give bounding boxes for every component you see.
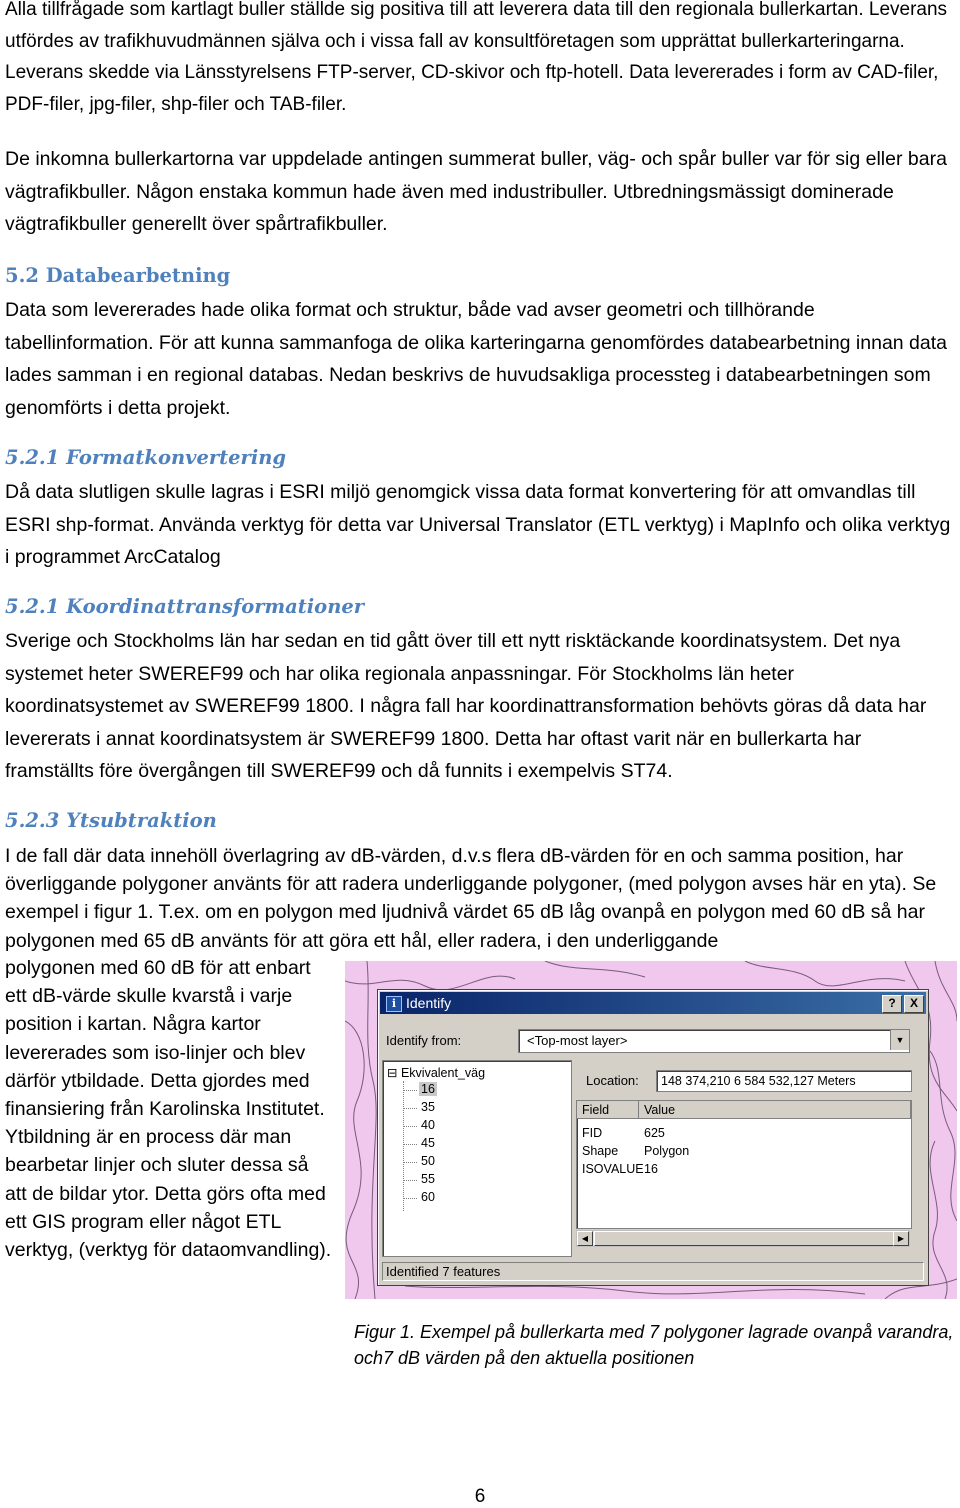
chevron-down-icon[interactable]: ▼ <box>890 1030 909 1050</box>
paragraph-noise-types: De inkomna bullerkartorna var uppdelade antingen summerat buller, väg- och spår buller var för sig eller bara vägtrafikbuller. Någon enstaka kommun hade även med industribuller. Utbredningsmässigt dominerade vägtrafikbuller generellt över spårtrafikbuller. <box>5 148 947 235</box>
identify-from-value: <Top-most layer> <box>527 1033 628 1048</box>
close-button[interactable]: X <box>904 995 924 1013</box>
section-body-surface-subtraction: I de fall där data innehöll överlagring av dB-värden, d.v.s flera dB-värden för en och samma position, har överliggande polygoner använts för att radera underliggande polygoner, (med polygon avses här en yta). Se exempel i figur 1. T.ex. om en polygon med ljudnivå värdet 65 dB låg ovanpå en polygon med 60 dB så har polygonen med 65 dB använts för att göra ett hål, eller radera, i den underliggande <box>5 845 937 952</box>
grid-cell-value: 625 <box>644 1126 665 1140</box>
grid-cell-field: ISOVALUE <box>582 1162 644 1176</box>
section-heading-5-2-1-format: 5.2.1 Formatkonvertering <box>5 446 287 469</box>
figure-caption: Figur 1. Exempel på bullerkarta med 7 polygoner lagrade ovanpå varandra, och7 dB värden på den aktuella positionen <box>354 1322 954 1368</box>
section-body-5-2: Data som levererades hade olika format och struktur, både vad avser geometri och tillhörande tabellinformation. För att kunna sammanfoga de olika karteringarna genomfördes databearbetning innan data lades samman i en regional databas. Nedan beskrivs de huvudsakliga processteg i databearbetningen som genomförts i detta projekt. <box>5 299 948 419</box>
feature-tree[interactable] <box>382 1060 572 1257</box>
dialog-titlebar[interactable] <box>380 992 926 1014</box>
tree-root-layer[interactable]: ⊟ Ekvivalent_väg <box>387 1066 486 1080</box>
grid-header-value[interactable]: Value <box>639 1101 911 1119</box>
location-value: 148 374,210 6 584 532,127 Meters <box>656 1070 912 1092</box>
tree-item-selected[interactable]: 16 <box>421 1082 435 1096</box>
identify-dialog[interactable] <box>377 989 929 1286</box>
section-heading-5-2-1-coordinates: 5.2.1 Koordinattransformationer <box>5 595 365 618</box>
dialog-title: Identify <box>406 995 452 1011</box>
grid-cell-field: FID <box>582 1126 603 1140</box>
section-heading-5-2-3: 5.2.3 Ytsubtraktion <box>5 809 217 832</box>
horizontal-scrollbar[interactable] <box>576 1230 910 1247</box>
paragraph-delivery: Alla tillfrågade som kartlagt buller ställde sig positiva till att leverera data till den regionala bullerkartan. Leverans utfördes av trafikhuvudmännen själva och i vissa fall av konsultföretagen som upprättat bullerkarteringarna. Leverans skedde via Länsstyrelsens FTP-server, CD-skivor och ftp-hotell. Data levererades i form av CAD-filer, PDF-filer, jpg-filer, shp-filer och TAB-filer. <box>5 0 948 115</box>
identify-from-label: Identify from: <box>386 1033 462 1048</box>
help-button[interactable]: ? <box>882 995 902 1013</box>
figure-identify-screenshot <box>345 961 957 1299</box>
grid-cell-field: Shape <box>582 1144 619 1158</box>
scroll-right-icon[interactable]: ▶ <box>893 1231 909 1246</box>
attribute-grid[interactable] <box>576 1100 912 1229</box>
scroll-thumb[interactable] <box>594 1231 894 1246</box>
grid-cell-value: 16 <box>644 1162 658 1176</box>
status-bar: Identified 7 features <box>382 1262 924 1281</box>
section-heading-5-2: 5.2 Databearbetning <box>5 264 231 287</box>
info-icon: i <box>386 996 402 1012</box>
identify-from-dropdown[interactable] <box>518 1029 910 1053</box>
tree-item[interactable]: 60 <box>421 1190 435 1204</box>
section-body-format: Då data slutligen skulle lagras i ESRI miljö genomgick vissa data format konvertering för att omvandlas till ESRI shp-format. Använda verktyg för detta var Universal Translator (ETL verktyg) i MapInfo och olika verktyg i programmet ArcCatalog <box>5 481 951 568</box>
location-label: Location: <box>586 1073 639 1088</box>
section-body-coordinates: Sverige och Stockholms län har sedan en tid gått över till ett nytt risktäckande koordinatsystem. Det nya systemet heter SWEREF99 och har olika regionala anpassningar. För Stockholms län heter koordinatsystemet av SWEREF99 1800. I några fall har koordinattransformation behövts göras då data har levererats i annat koordinatsystem är SWEREF99 1800. Detta har oftast varit när en bullerkarta har framställts före övergången till SWEREF99 och då funnits i exempelvis ST74. <box>5 630 927 782</box>
grid-header-field[interactable]: Field <box>577 1101 639 1119</box>
section-body-wrapped-text: polygonen med 60 dB för att enbart ett dB-värde skulle kvarstå i varje position i kartan. Några kartor levererades som iso-linjer och blev därför ytbildade. Detta gjordes med finansiering från Karolinska Institutet. Ytbildning är en process där man bearbetar linjer och sluter dessa så att de bildar ytor. Detta görs ofta med ett GIS program eller något ETL verktyg, (verktyg för dataomvandling). <box>5 957 332 1262</box>
tree-item[interactable]: 35 <box>421 1100 435 1114</box>
scroll-left-icon[interactable]: ◀ <box>577 1231 593 1246</box>
grid-cell-value: Polygon <box>644 1144 690 1158</box>
page-number: 6 <box>474 1486 486 1507</box>
tree-item[interactable]: 45 <box>421 1136 435 1150</box>
tree-item[interactable]: 55 <box>421 1172 435 1186</box>
tree-item[interactable]: 50 <box>421 1154 435 1168</box>
tree-item[interactable]: 40 <box>421 1118 435 1132</box>
